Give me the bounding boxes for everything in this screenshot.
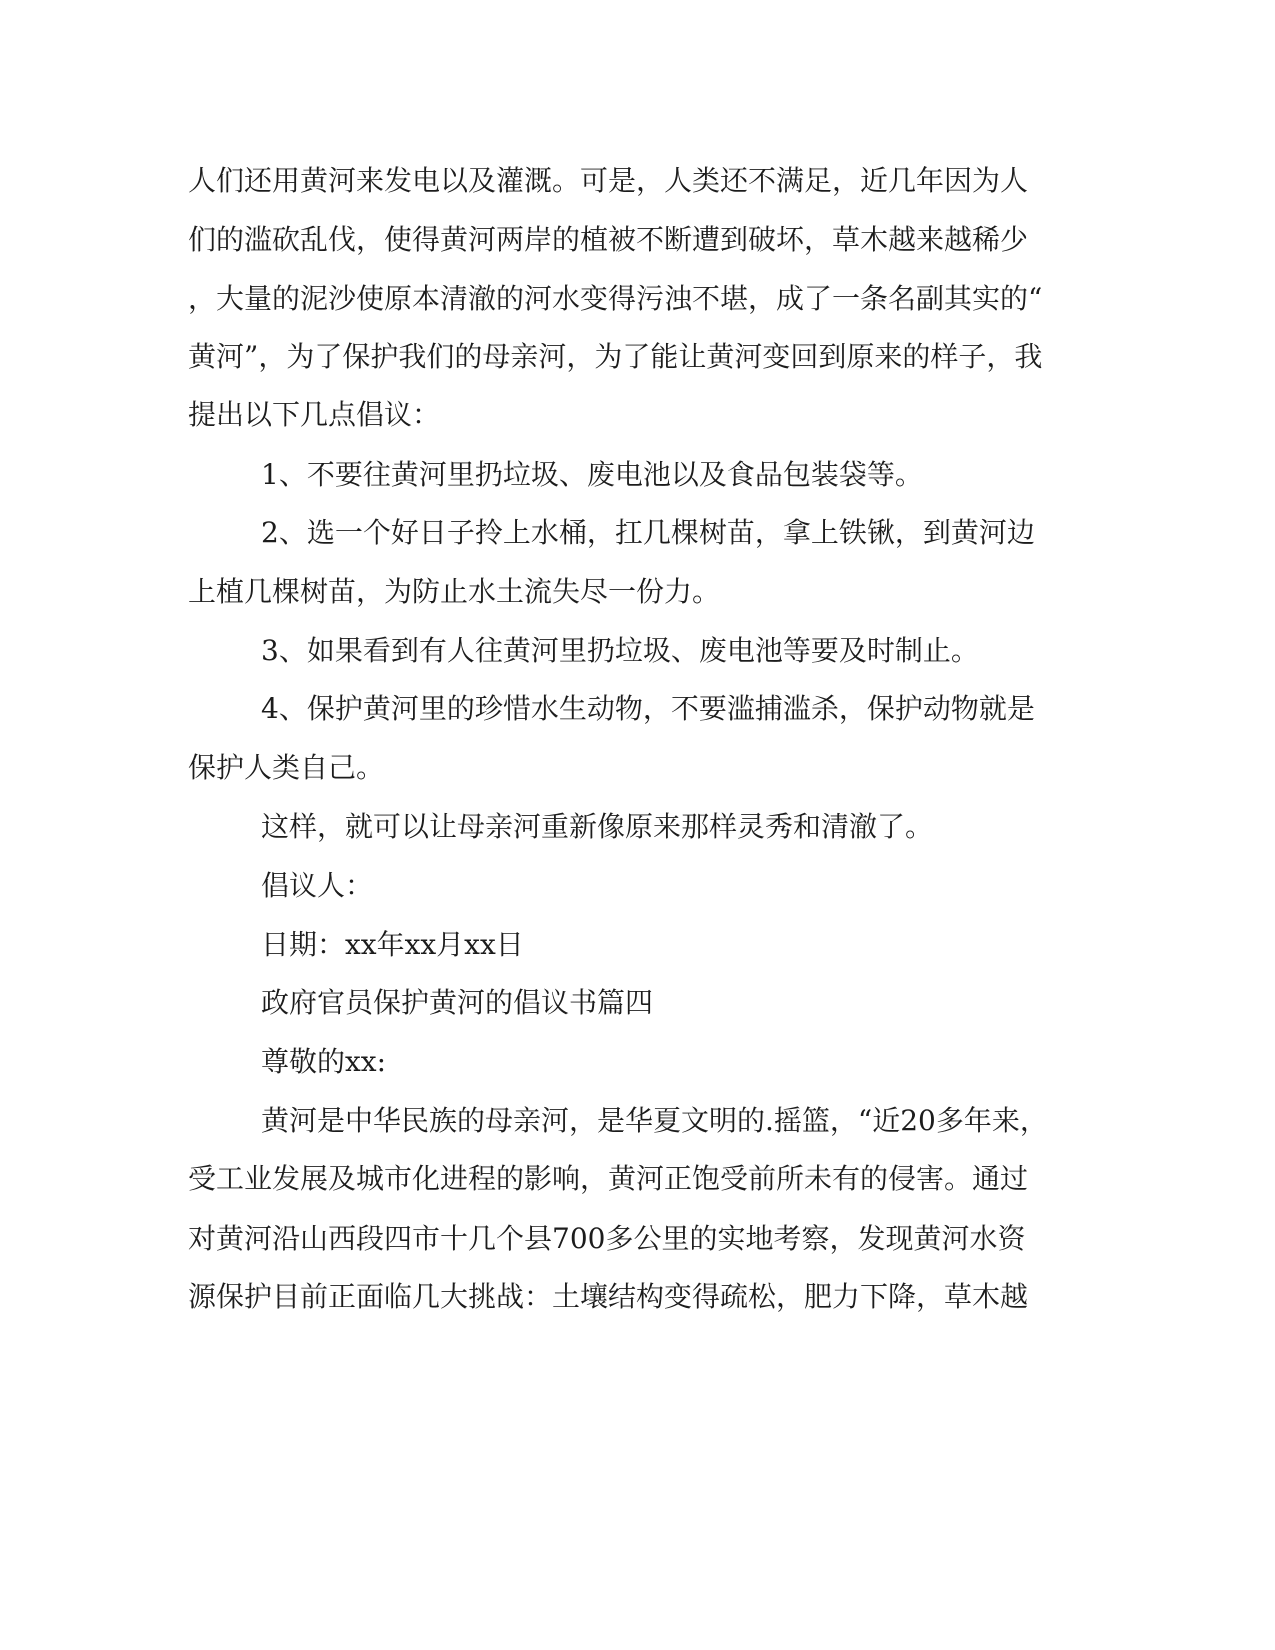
list-item: 1、不要往黄河里扔垃圾、废电池以及食品包装袋等。 <box>261 458 923 491</box>
list-item: 2、选一个好日子拎上水桶，扛几棵树苗，拿上铁锹，到黄河边 <box>261 516 1035 549</box>
text-line: ，大量的泥沙使原本清澈的河水变得污浊不堪，成了一条名副其实的“ <box>188 282 1043 315</box>
text-line: 对黄河沿山西段四市十几个县700多公里的实地考察，发现黄河水资 <box>188 1222 1026 1255</box>
text-line: 黄河”，为了保护我们的母亲河，为了能让黄河变回到原来的样子，我 <box>188 340 1043 373</box>
list-item: 4、保护黄河里的珍惜水生动物，不要滥捕滥杀，保护动物就是 <box>261 692 1035 725</box>
list-item: 3、如果看到有人往黄河里扔垃圾、废电池等要及时制止。 <box>261 634 979 667</box>
section-title: 政府官员保护黄河的倡议书篇四 <box>261 986 654 1019</box>
proposer-label: 倡议人： <box>261 869 374 902</box>
date-line: 日期：xx年xx月xx日 <box>261 928 524 961</box>
paragraph-line: 这样，就可以让母亲河重新像原来那样灵秀和清澈了。 <box>261 810 934 843</box>
paragraph-line: 黄河是中华民族的母亲河，是华夏文明的.摇篮，“近20多年来， <box>261 1104 1048 1137</box>
text-line: 保护人类自己。 <box>188 751 385 784</box>
text-line: 源保护目前正面临几大挑战：土壤结构变得疏松，肥力下降，草木越 <box>188 1280 1029 1313</box>
text-line: 上植几棵树苗，为防止水土流失尽一份力。 <box>188 575 721 608</box>
text-line: 受工业发展及城市化进程的影响，黄河正饱受前所未有的侵害。通过 <box>188 1162 1029 1195</box>
salutation: 尊敬的xx: <box>261 1045 387 1078</box>
text-line: 人们还用黄河来发电以及灌溉。可是，人类还不满足，近几年因为人 <box>188 164 1029 197</box>
text-line: 们的滥砍乱伐，使得黄河两岸的植被不断遭到破坏，草木越来越稀少 <box>188 223 1029 256</box>
text-line: 提出以下几点倡议： <box>188 398 441 431</box>
